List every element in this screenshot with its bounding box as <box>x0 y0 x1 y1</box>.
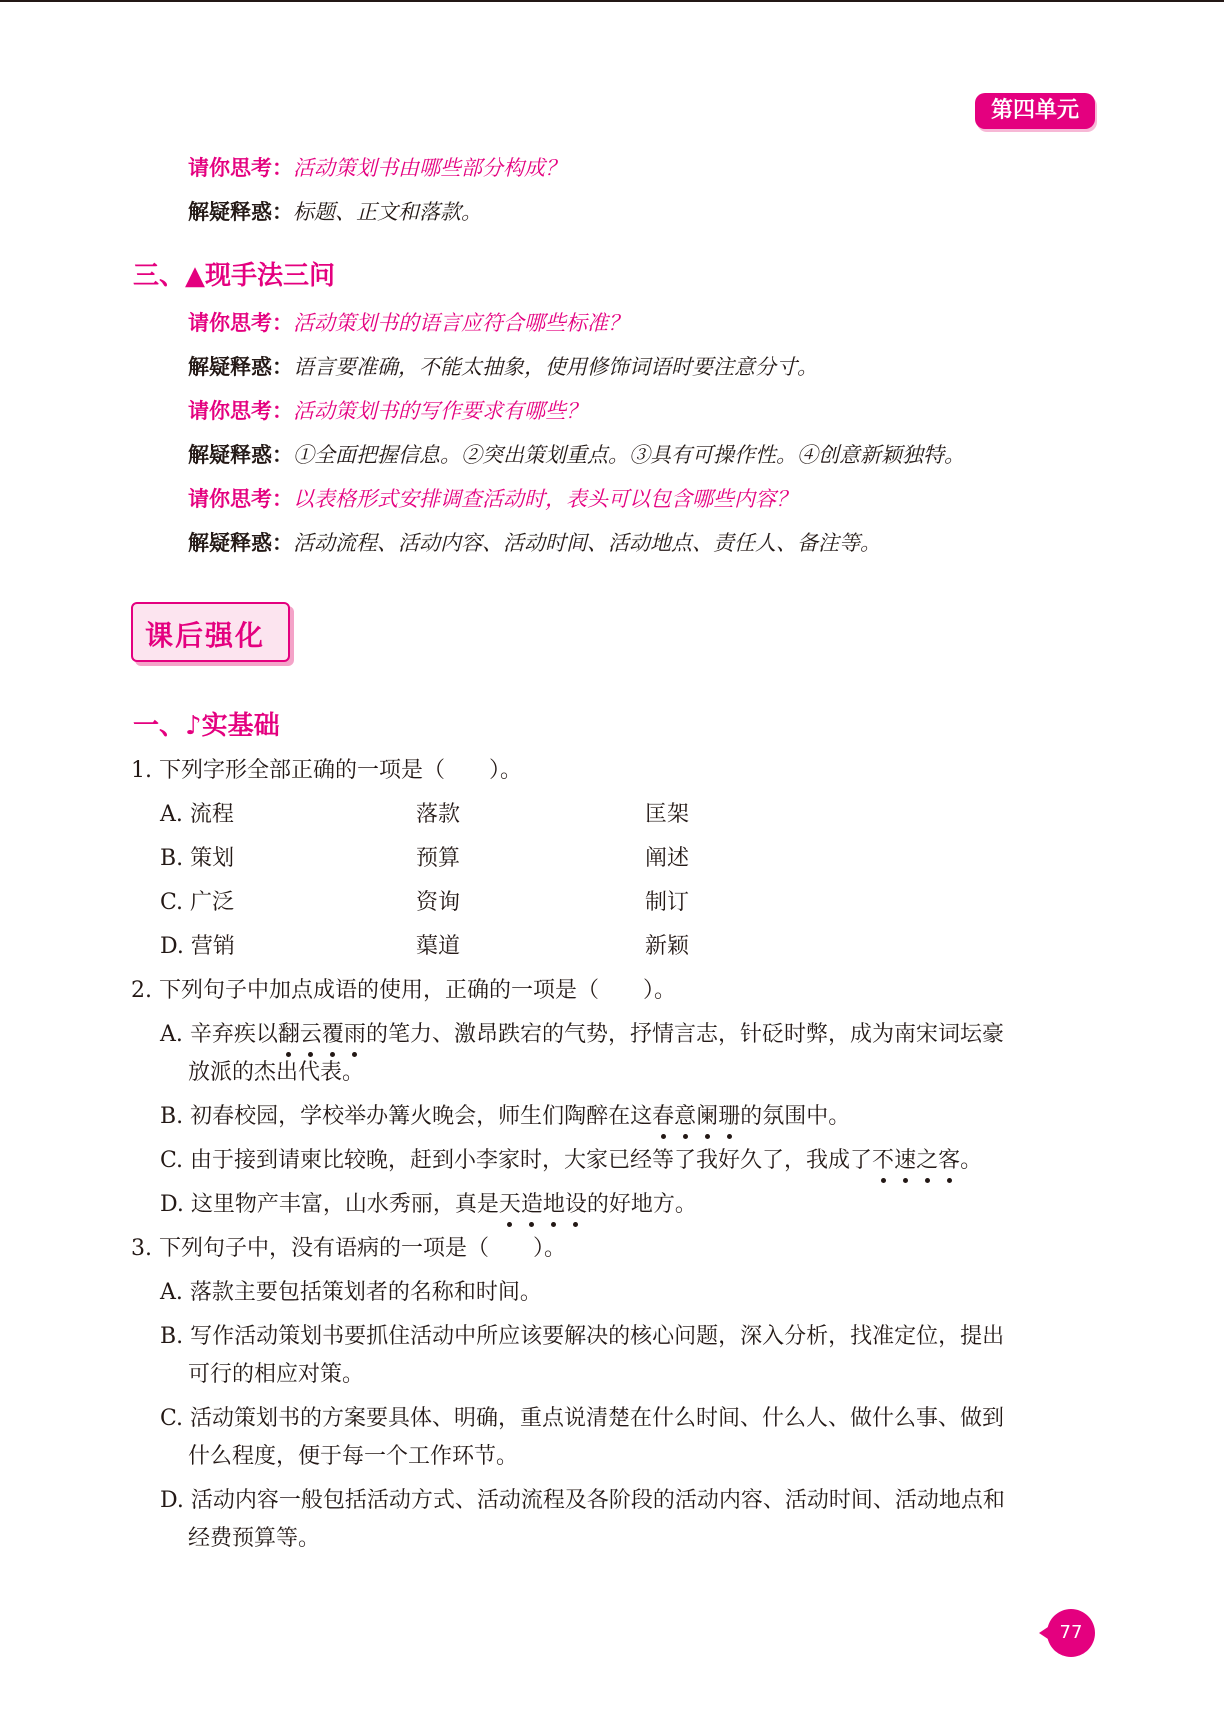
emphasis-char: 速 <box>894 1143 916 1174</box>
q1-option-word: 预算 <box>416 846 461 871</box>
emphasis-char: 意 <box>674 1099 696 1130</box>
section3-heading: 三、▲现手法三问 <box>133 261 335 291</box>
s3-answer-3 <box>188 527 881 557</box>
answer-text: ①全面把握信息。②突出策划重点。③具有可操作性。④创意新颖独特。 <box>293 443 965 467</box>
think-text: 以表格形式安排调查活动时，表头可以包含哪些内容？ <box>293 487 797 511</box>
answer-label: 解疑释惑： <box>188 531 293 555</box>
s3-think-2 <box>188 395 587 425</box>
page-number-badge: 77 <box>1047 1609 1095 1657</box>
emphasis-char: 云 <box>300 1017 322 1048</box>
q3-option-c-line2: 什么程度，便于每一个工作环节。 <box>188 1444 519 1469</box>
q1-option-word: 新颖 <box>645 934 690 959</box>
q2-b-idiom <box>652 1104 740 1129</box>
emphasis-char: 造 <box>521 1187 543 1218</box>
q2-b-pre: B. 初春校园，学校举办篝火晚会，师生们陶醉在这 <box>160 1104 653 1129</box>
answer-label: 解疑释惑： <box>188 443 293 467</box>
think-text: 活动策划书的写作要求有哪些？ <box>293 399 587 423</box>
section-banner <box>131 602 290 662</box>
q3-stem: 3. 下列句子中，没有语病的一项是（ ）。 <box>131 1236 566 1261</box>
q2-option-a <box>160 1017 1004 1048</box>
q2-d-idiom <box>499 1192 587 1217</box>
q1-option-word: 落款 <box>416 802 461 827</box>
emphasis-char: 地 <box>543 1187 565 1218</box>
think-label: 请你思考： <box>188 156 293 180</box>
think-label: 请你思考： <box>188 487 293 511</box>
q2-option-c <box>160 1143 982 1174</box>
q3-option-b-line2: 可行的相应对策。 <box>188 1362 365 1387</box>
section1-heading: 一、♪实基础 <box>133 711 280 741</box>
emphasis-char: 之 <box>916 1143 938 1174</box>
think-label: 请你思考： <box>188 399 293 423</box>
emphasis-char: 雨 <box>344 1017 366 1048</box>
q1-option-word: 资询 <box>416 890 461 915</box>
emphasis-char: 珊 <box>718 1099 740 1130</box>
q3-option-a: A. 落款主要包括策划者的名称和时间。 <box>160 1280 542 1305</box>
emphasis-char: 设 <box>565 1187 587 1218</box>
q1-option-word: 制订 <box>645 890 690 915</box>
q2-option-d <box>160 1187 697 1218</box>
q1-option-word: 阐述 <box>645 846 690 871</box>
q2-c-idiom <box>872 1148 960 1173</box>
q2-option-a-line2: 放派的杰出代表。 <box>188 1060 365 1085</box>
think-text: 活动策划书由哪些部分构成？ <box>293 156 566 180</box>
think-label: 请你思考： <box>188 311 293 335</box>
q1-option-word: 蕖道 <box>416 934 461 959</box>
answer-label: 解疑释惑： <box>188 200 293 224</box>
intro-answer-line <box>188 196 482 226</box>
answer-label: 解疑释惑： <box>188 355 293 379</box>
q3-option-b: B. 写作活动策划书要抓住活动中所应该要解决的核心问题，深入分析，找准定位，提出 <box>160 1324 1005 1349</box>
s3-think-3 <box>188 483 797 513</box>
s3-answer-1 <box>188 351 818 381</box>
answer-text: 标题、正文和落款。 <box>293 200 482 224</box>
emphasis-char: 覆 <box>322 1017 344 1048</box>
answer-text: 语言要准确，不能太抽象，使用修饰词语时要注意分寸。 <box>293 355 818 379</box>
q3-option-c: C. 活动策划书的方案要具体、明确，重点说清楚在什么时间、什么人、做什么事、做到 <box>160 1406 1005 1431</box>
q2-d-post: 的好地方。 <box>586 1192 697 1217</box>
q2-stem: 2. 下列句子中加点成语的使用，正确的一项是（ ）。 <box>131 978 676 1003</box>
q2-option-b <box>160 1099 850 1130</box>
q2-a-idiom <box>278 1022 366 1047</box>
q3-option-d-line2: 经费预算等。 <box>188 1526 321 1551</box>
q2-d-pre: D. 这里物产丰富，山水秀丽，真是 <box>160 1192 499 1217</box>
answer-text: 活动流程、活动内容、活动时间、活动地点、责任人、备注等。 <box>293 531 881 555</box>
q2-b-post: 的氛围中。 <box>740 1104 851 1129</box>
emphasis-char: 不 <box>872 1143 894 1174</box>
q1-option-word: 匡架 <box>645 802 690 827</box>
intro-think-line <box>188 152 566 182</box>
q1-opt-a: A. 流程 <box>160 802 234 827</box>
emphasis-char: 天 <box>499 1187 521 1218</box>
s3-answer-2 <box>188 439 965 469</box>
q2-c-pre: C. 由于接到请柬比较晚，赶到小李家时，大家已经等了我好久了，我成了 <box>160 1148 873 1173</box>
q2-c-post: 。 <box>960 1148 983 1173</box>
s3-think-1 <box>188 307 629 337</box>
unit-badge: 第四单元 <box>975 93 1095 129</box>
banner-title: 课后强化 <box>145 619 266 652</box>
emphasis-char: 翻 <box>278 1017 300 1048</box>
emphasis-char: 春 <box>652 1099 674 1130</box>
q1-option-row: C. 广泛 <box>160 890 235 915</box>
emphasis-char: 客 <box>938 1143 960 1174</box>
think-text: 活动策划书的语言应符合哪些标准？ <box>293 311 629 335</box>
q1-option-row: D. 营销 <box>160 934 235 959</box>
q3-option-d: D. 活动内容一般包括活动方式、活动流程及各阶段的活动内容、活动时间、活动地点和 <box>160 1488 1005 1513</box>
q2-a-pre: A. 辛弃疾以 <box>160 1022 278 1047</box>
q1-stem: 1. 下列字形全部正确的一项是（ ）。 <box>131 758 522 783</box>
q1-option-row <box>160 797 234 828</box>
q1-option-row: B. 策划 <box>160 846 235 871</box>
q2-a-post: 的笔力、激昂跌宕的气势，抒情言志，针砭时弊，成为南宋词坛豪 <box>365 1022 1004 1047</box>
emphasis-char: 阑 <box>696 1099 718 1130</box>
top-rule <box>0 0 1224 2</box>
